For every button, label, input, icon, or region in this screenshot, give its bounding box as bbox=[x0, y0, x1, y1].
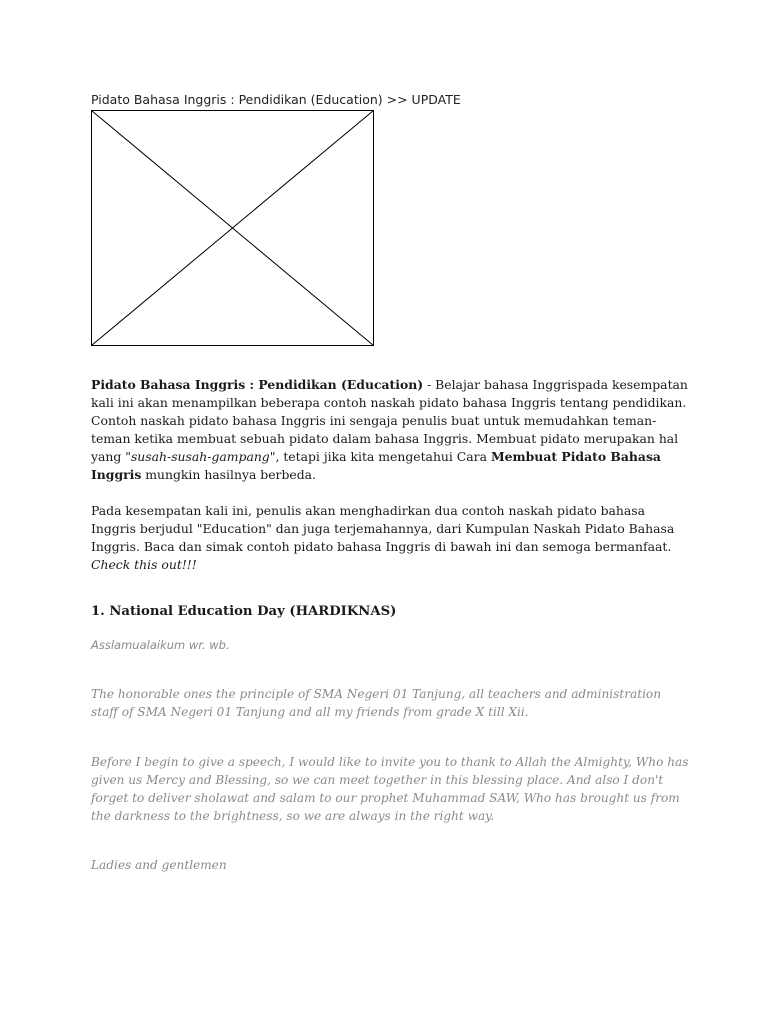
section-heading: 1. National Education Day (HARDIKNAS) bbox=[91, 604, 397, 619]
image-placeholder bbox=[91, 110, 374, 346]
document-title: Pidato Bahasa Inggris : Pendidikan (Education) >> UPDATE bbox=[91, 92, 461, 107]
intro-italic-phrase: susah-susah-gampang bbox=[130, 449, 270, 464]
speech-paragraph-3: Ladies and gentlemen bbox=[91, 858, 227, 872]
image-placeholder-icon bbox=[91, 110, 374, 346]
intro-paragraph bbox=[91, 376, 691, 484]
check-this-out: Check this out!!! bbox=[91, 557, 197, 572]
intro-text-3: mungkin hasilnya berbeda. bbox=[141, 467, 316, 482]
intro-text-2: ", tetapi jika kita mengetahui Cara bbox=[269, 449, 491, 464]
speech-greeting: Asslamualaikum wr. wb. bbox=[91, 638, 230, 652]
second-paragraph-text: Pada kesempatan kali ini, penulis akan menghadirkan dua contoh naskah pidato bahasa Inggris berjudul "Education" dan juga terjemahannya, dari Kumpulan Naskah Pidato Bahasa Inggris. Baca dan simak contoh pidato bahasa Inggris di bawah ini dan semoga bermanfaat. bbox=[91, 503, 675, 554]
intro-bold-lead: Pidato Bahasa Inggris : Pendidikan (Education) bbox=[91, 377, 424, 392]
intro-bold-phrase: Membuat Pidato Bahasa Inggris bbox=[91, 449, 661, 482]
speech-paragraph-1: The honorable ones the principle of SMA Negeri 01 Tanjung, all teachers and administration staff of SMA Negeri 01 Tanjung and all my friends from grade X till Xii. bbox=[91, 687, 662, 719]
second-paragraph bbox=[91, 502, 691, 574]
speech-paragraph-2: Before I begin to give a speech, I would like to invite you to thank to Allah the Almighty, Who has given us Mercy and Blessing, so we can meet together in this blessing place. And also I don't forget to deliver sholawat and salam to our prophet Muhammad SAW, Who has brought us from the darkness to the brightness, so we are always in the right way. bbox=[91, 755, 689, 823]
intro-text-1: - Belajar bahasa Inggrispada kesempatan kali ini akan menampilkan beberapa contoh naskah pidato bahasa Inggris tentang pendidikan. Contoh naskah pidato bahasa Inggris ini sengaja penulis buat untuk memudahkan teman-teman ketika membuat sebuah pidato dalam bahasa Inggris. Membuat pidato merupakan hal yang " bbox=[91, 377, 688, 464]
